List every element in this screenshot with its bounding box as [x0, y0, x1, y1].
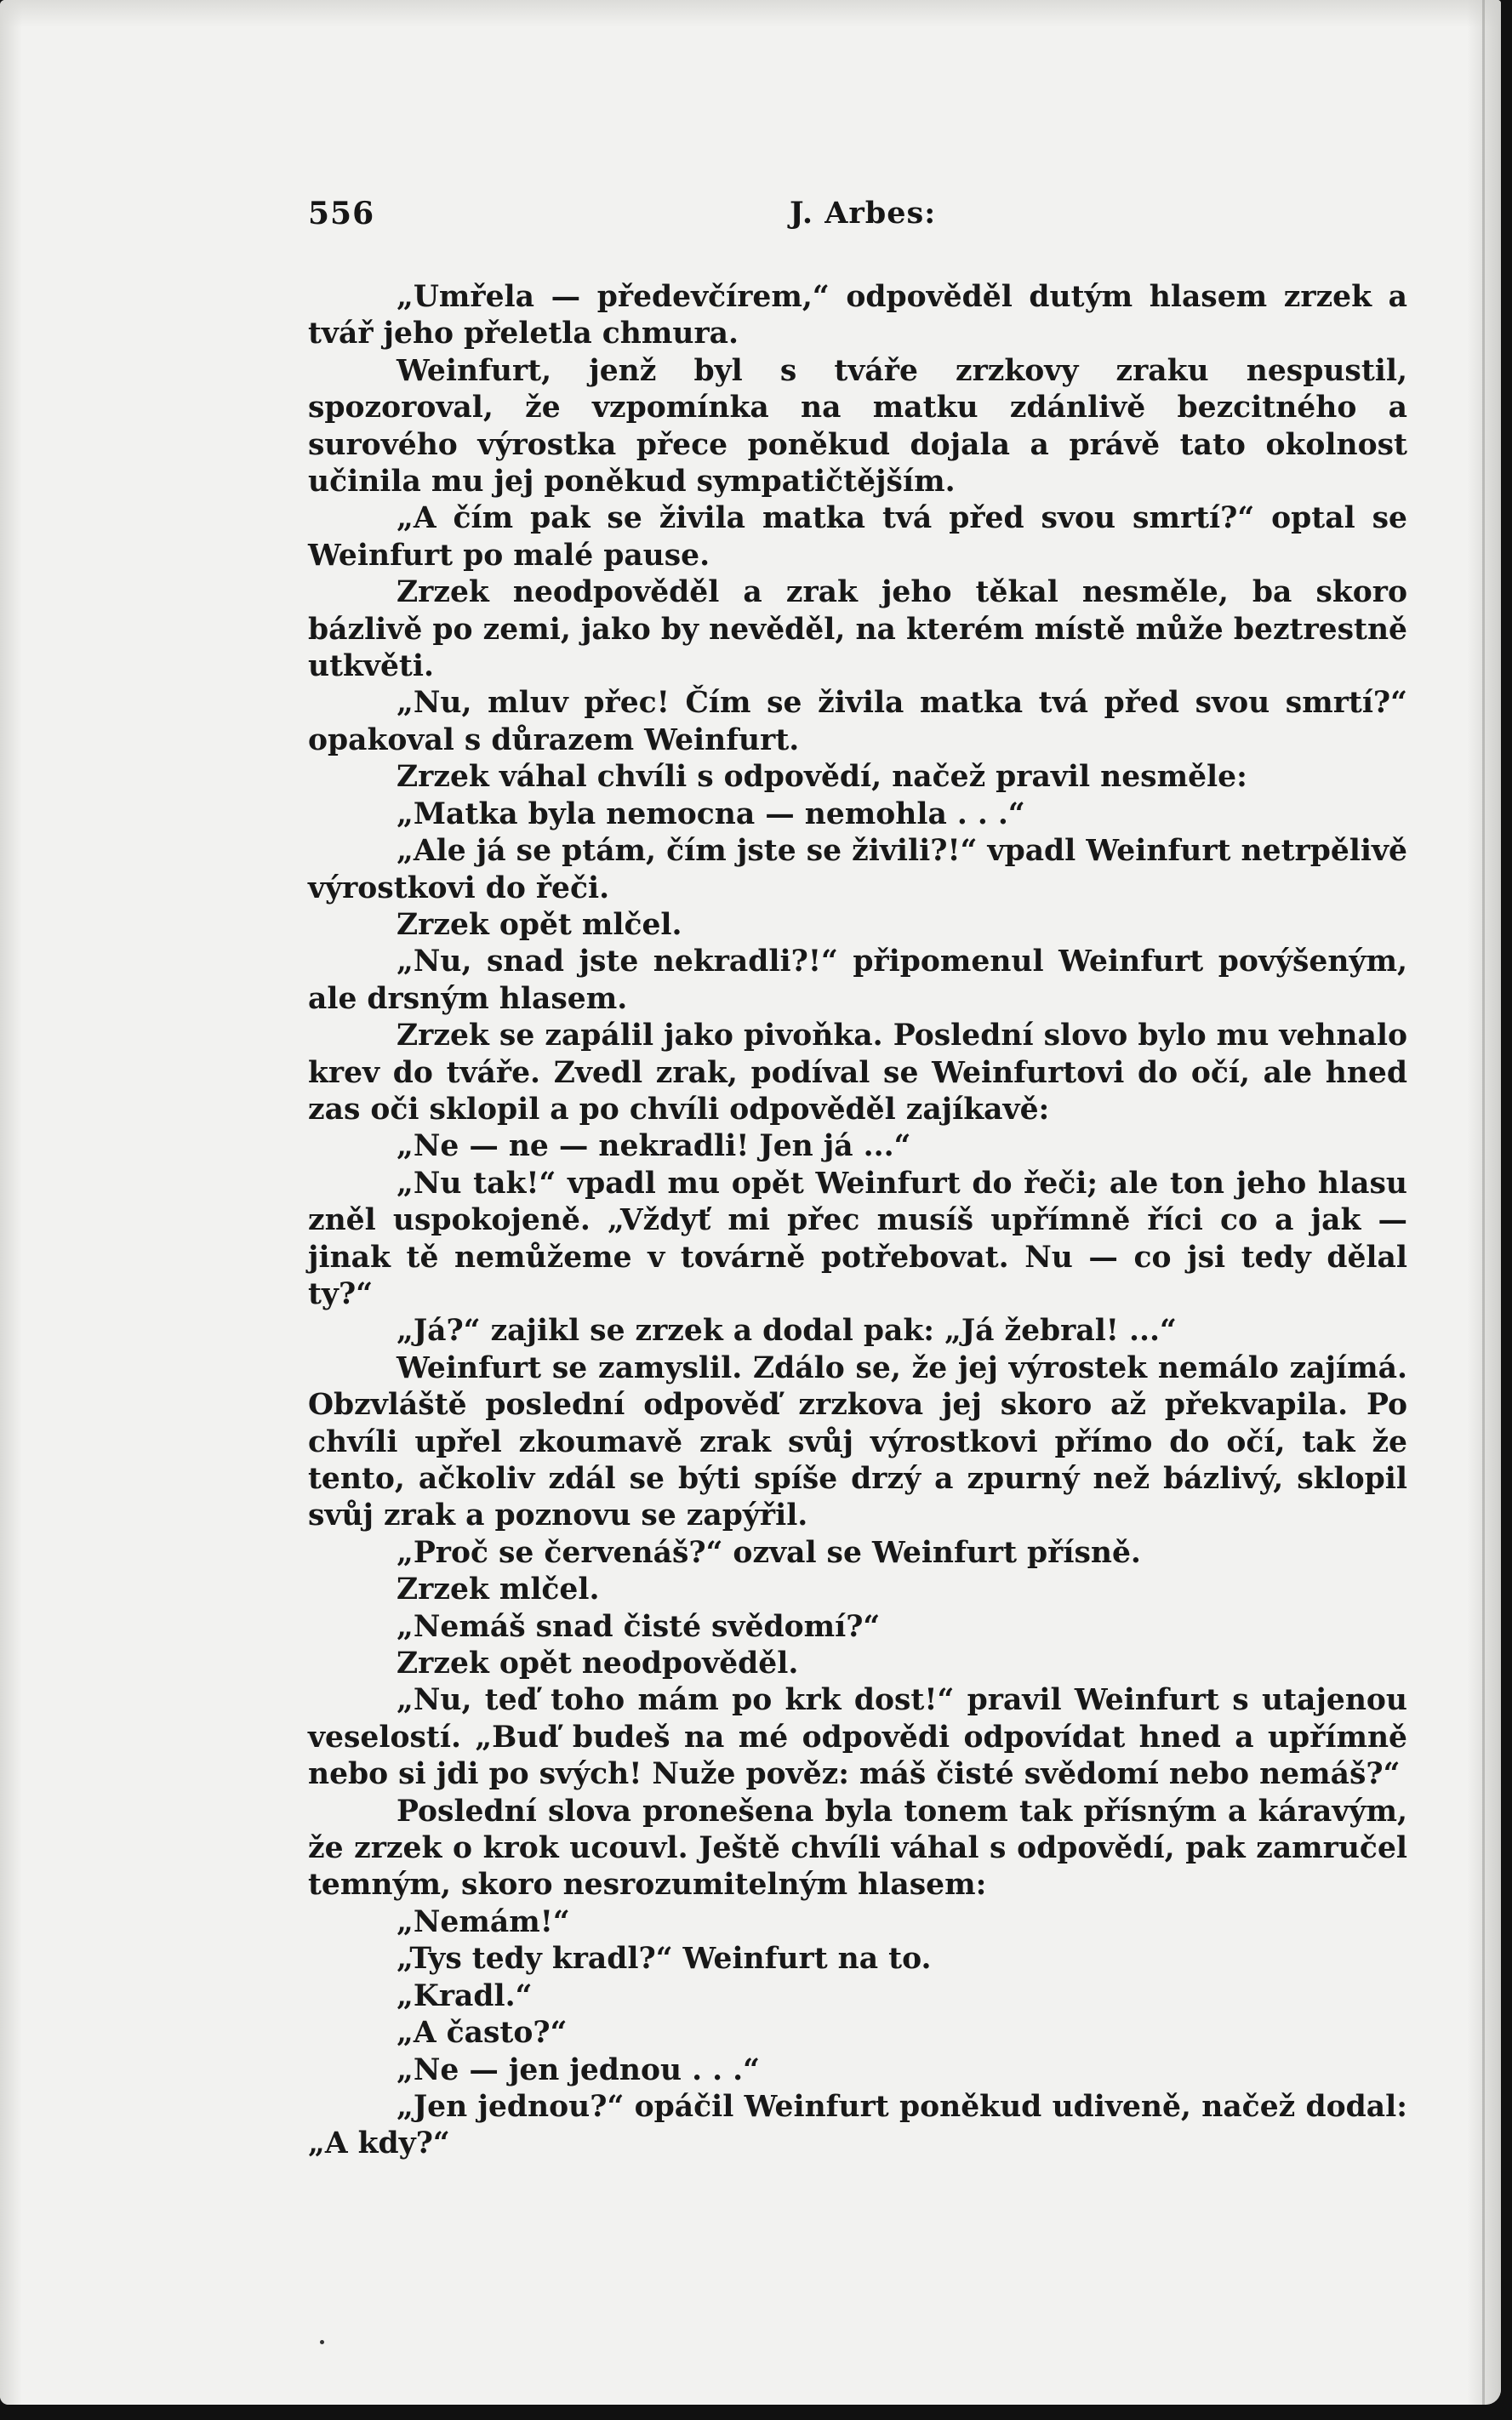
print-speck — [320, 2340, 324, 2344]
paragraph: „A čím pak se živila matka tvá před svou smrtí?“ optal se Weinfurt po malé pause. — [308, 501, 1407, 573]
paragraph: „Ne — jen jednou . . .“ — [397, 2052, 761, 2087]
page-left-shading — [0, 0, 22, 2405]
page-header — [308, 196, 1406, 247]
paragraph: „Já?“ zajikl se zrzek a dodal pak: „Já žebral! ...“ — [397, 1314, 1177, 1349]
paragraph: „Nemám!“ — [397, 1904, 570, 1939]
paragraph: „Ale já se ptám, čím jste se živili?!“ vpadl Weinfurt netrpělivě výrostkovi do řeči. — [308, 834, 1407, 905]
page-number: 556 — [308, 196, 375, 231]
paragraph: „A často?“ — [397, 2016, 568, 2051]
paragraph: „Nemáš snad čisté svědomí?“ — [397, 1609, 881, 1644]
paragraph: „Nu, mluv přec! Čím se živila matka tvá před svou smrtí?“ opakoval s důrazem Weinfurt. — [308, 686, 1407, 757]
page-fold-line — [1482, 0, 1485, 2405]
paragraph: „Jen jednou?“ opáčil Weinfurt poněkud udiveně, načež dodal: „A kdy?“ — [308, 2089, 1407, 2161]
paragraph: Zrzek opět mlčel. — [397, 907, 682, 942]
body-text — [308, 279, 1407, 2163]
paragraph: Poslední slova pronešena byla tonem tak přísným a káravým, že zrzek o krok ucouvl. Ještě chvíli váhal s odpovědí, pak zamručel temným, skoro nesrozumitelným hlasem: — [308, 1794, 1407, 1903]
paragraph: „Umřela — předevčírem,“ odpověděl dutým hlasem zrzek a tvář jeho přeletla chmura. — [308, 280, 1407, 351]
paragraph: „Proč se červenáš?“ ozval se Weinfurt přísně. — [397, 1535, 1141, 1570]
page-top-shading — [0, 0, 1501, 27]
paragraph: Weinfurt se zamyslil. Zdálo se, že jej výrostek nemálo zajímá. Obzvláště poslední odpověď zrzkova jej skoro až překvapila. Po chvíli upřel zkoumavě zrak svůj výrostkovi přímo do očí, tak že tento, ačkoliv zdál se býti spíše drzý a zpurný než bázlivý, sklopil svůj zrak a poznovu se zapýřil. — [308, 1350, 1407, 1533]
paragraph: „Nu, snad jste nekradli?!“ připomenul Weinfurt povýšeným, ale drsným hlasem. — [308, 945, 1407, 1016]
paragraph: „Kradl.“ — [397, 1978, 533, 2013]
paragraph: Zrzek opět neodpověděl. — [397, 1647, 799, 1681]
paragraph: Zrzek váhal chvíli s odpovědí, načež pravil nesměle: — [397, 760, 1247, 795]
paragraph: Weinfurt, jenž byl s tváře zrzkovy zraku nespustil, spozoroval, že vzpomínka na matku zdánlivě bezcitného a surového výrostka přece poněkud dojala a právě tato okolnost učinila mu jej poněkud sympatičtějším. — [308, 353, 1407, 499]
paragraph: „Matka byla nemocna — nemohla . . .“ — [397, 796, 1025, 831]
paragraph: „Nu, teď toho mám po krk dost!“ pravil Weinfurt s utajenou veselostí. „Buď budeš na mé odpovědi odpovídat hned a upřímně nebo si jdi po svých! Nuže pověz: máš čisté svědomí nebo nemáš?“ — [308, 1683, 1407, 1792]
paragraph: „Tys tedy kradl?“ Weinfurt na to. — [397, 1942, 932, 1977]
paragraph: „Ne — ne — nekradli! Jen já ...“ — [397, 1129, 911, 1164]
paragraph: Zrzek neodpověděl a zrak jeho těkal nesměle, ba skoro bázlivě po zemi, jako by nevěděl, na kterém místě může beztrestně utkvěti. — [308, 575, 1407, 684]
paragraph: Zrzek se zapálil jako pivoňka. Poslední slovo bylo mu vehnalo krev do tváře. Zvedl zrak, podíval se Weinfurtovi do očí, ale hned zas oči sklopil a po chvíli odpověděl zajíkavě: — [308, 1019, 1407, 1127]
paragraph: Zrzek mlčel. — [397, 1572, 600, 1607]
running-head: J. Arbes: — [790, 196, 937, 231]
paragraph: „Nu tak!“ vpadl mu opět Weinfurt do řeči; ale ton jeho hlasu zněl uspokojeně. „Vždyť mi přec musíš upřímně říci co a jak — jinak tě nemůžeme v továrně potřebovat. Nu — co jsi tedy dělal ty?“ — [308, 1166, 1407, 1311]
